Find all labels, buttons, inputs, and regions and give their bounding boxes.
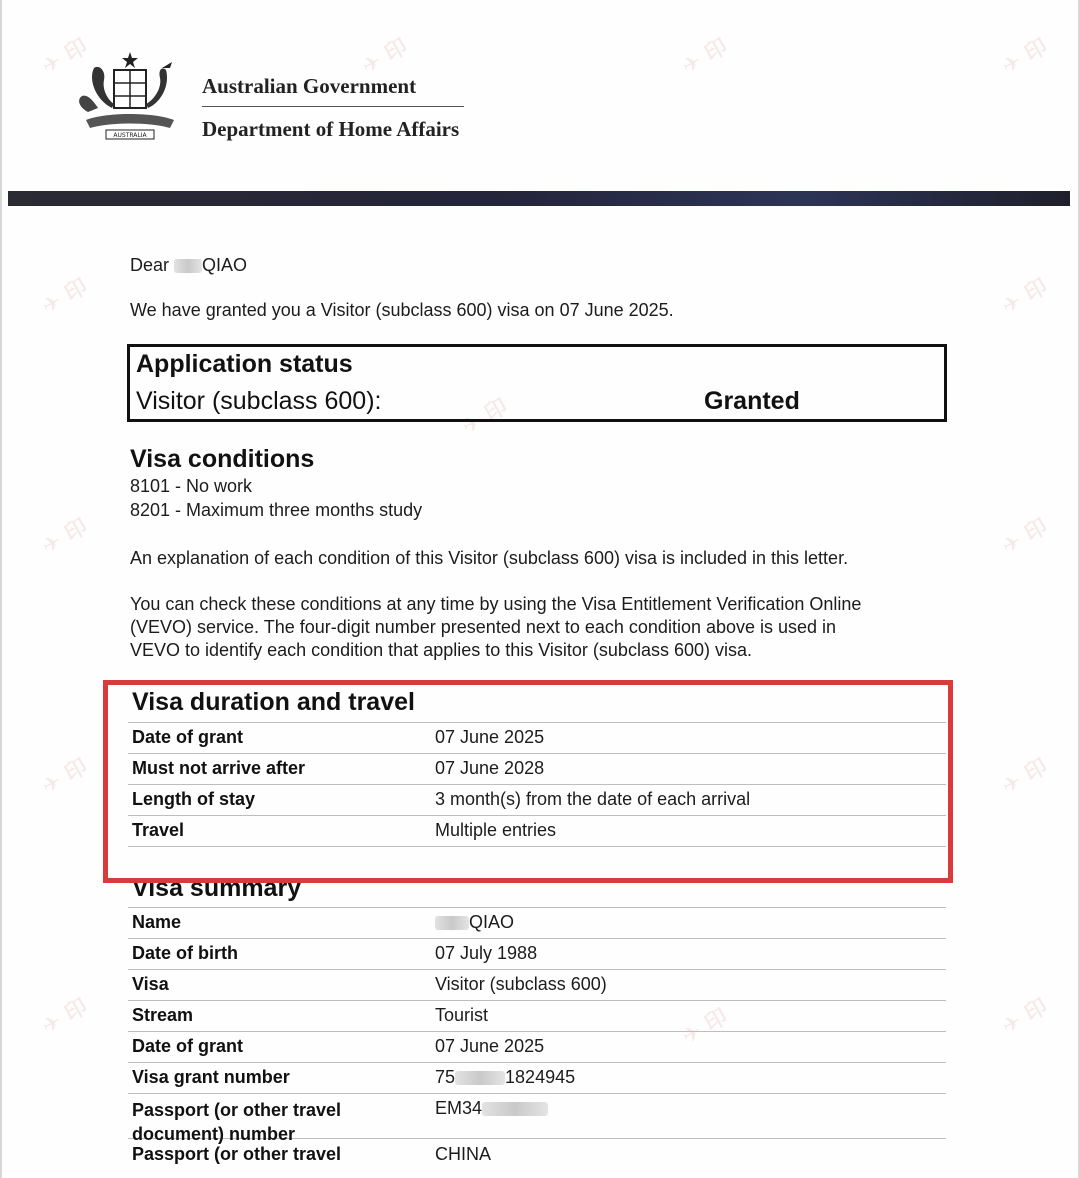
header-band [8,191,1070,206]
grant-intro: We have granted you a Visitor (subclass 600) visa on 07 June 2025. [130,300,674,320]
conditions-explanation: An explanation of each condition of this Visitor (subclass 600) visa is included in this letter. [130,548,849,568]
watermark-logo: ✈ 印 [457,394,513,441]
condition-item: 8201 - Maximum three months study [130,500,423,520]
watermark-logo: ✈ 印 [997,514,1053,561]
table-row [128,1063,946,1094]
watermark-logo: ✈ 印 [997,274,1053,321]
salutation [130,255,247,276]
row-value: CHINA [435,1144,492,1164]
row-value: Multiple entries [435,820,557,840]
redacted-grant-number [455,1071,505,1085]
visa-duration-title: Visa duration and travel [132,688,415,716]
vevo-text-line: VEVO to identify each condition that applies to this Visitor (subclass 600) visa. [130,640,752,660]
table-row [128,1140,946,1170]
watermark-logo: ✈ 印 [677,1004,733,1051]
row-label: Date of grant [132,727,244,747]
passport-number-prefix: EM34 [435,1098,483,1118]
visa-summary-title: Visa summary [132,874,302,902]
application-status-value: Granted [704,387,800,415]
row-value: 3 month(s) from the date of each arrival [435,789,751,809]
table-row [128,723,946,754]
row-value [435,1067,575,1088]
salutation-name: QIAO [202,255,248,275]
salutation-prefix: Dear [130,255,170,275]
header-divider [202,106,464,107]
row-label: Name [132,912,182,932]
table-row [128,754,946,785]
table-row [128,1001,946,1032]
vevo-text-line: You can check these conditions at any time by using the Visa Entitlement Verification Online [130,594,862,614]
department-name: Department of Home Affairs [202,117,460,141]
application-status-label: Visitor (subclass 600): [136,387,382,415]
table-row [128,1094,946,1144]
table-row [128,816,946,847]
watermark-logo: ✈ 印 [997,994,1053,1041]
page-edge-left [0,0,2,1178]
row-value: 07 June 2028 [435,758,545,778]
row-value: 07 June 2025 [435,1036,545,1056]
watermark-logo: ✈ 印 [357,34,413,81]
table-row [128,908,946,939]
application-status-title: Application status [136,350,353,378]
row-label: Passport (or other travel [132,1144,342,1164]
row-value: 07 June 2025 [435,727,545,747]
row-label: Date of grant [132,1036,244,1056]
row-label [132,1098,341,1146]
row-value: 07 July 1988 [435,943,538,963]
redacted-name [435,916,469,930]
vevo-text-line: (VEVO) service. The four-digit number presented next to each condition above is used in [130,617,837,637]
grant-number-suffix: 1824945 [505,1067,576,1087]
grant-number-prefix: 75 [435,1067,456,1087]
row-value: Tourist [435,1005,489,1025]
row-label: Must not arrive after [132,758,306,778]
row-label-line: Passport (or other travel [132,1100,342,1120]
row-label: Stream [132,1005,194,1025]
table-row [128,939,946,970]
svg-text:AUSTRALIA: AUSTRALIA [113,132,147,139]
table-row [128,785,946,816]
watermark-logo: ✈ 印 [37,514,93,561]
watermark-logo: ✈ 印 [677,34,733,81]
row-label: Visa [132,974,169,994]
visa-conditions-title: Visa conditions [130,445,315,473]
watermark-logo: ✈ 印 [37,34,93,81]
table-row [128,1032,946,1063]
coat-of-arms-crest [66,50,194,145]
condition-item: 8101 - No work [130,476,253,496]
row-label: Length of stay [132,789,256,809]
watermark-logo: ✈ 印 [37,274,93,321]
government-name: Australian Government [202,74,417,98]
watermark-logo: ✈ 印 [37,994,93,1041]
redacted-passport-number [482,1102,548,1116]
application-status-box [127,344,947,422]
table-row [128,970,946,1001]
row-label: Date of birth [132,943,238,963]
row-label: Travel [132,820,185,840]
watermark-logo: ✈ 印 [997,34,1053,81]
summary-name-value: QIAO [469,912,515,932]
watermark-logo: ✈ 印 [997,754,1053,801]
redacted-name [174,259,202,273]
row-value [435,912,514,933]
row-value: Visitor (subclass 600) [435,974,607,994]
watermark-logo: ✈ 印 [37,754,93,801]
row-label-line: document) number [132,1124,296,1144]
row-label: Visa grant number [132,1067,290,1087]
row-value [435,1098,548,1119]
